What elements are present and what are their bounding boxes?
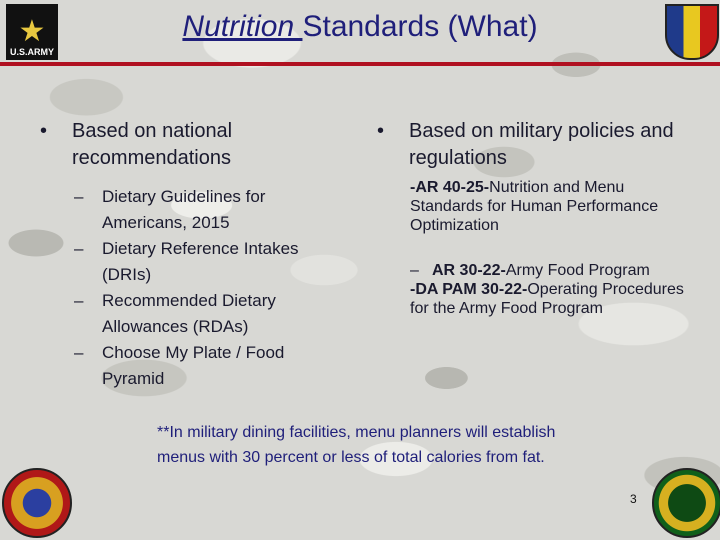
left-sublist	[40, 184, 350, 392]
page-number: 3	[630, 492, 637, 506]
unit-insignia	[665, 4, 719, 60]
page-title	[0, 10, 720, 44]
ar-30-22-item: – AR 30-22-Army Food Program	[410, 262, 650, 279]
list-item: – Recommended Dietary Allowances (RDAs)	[74, 291, 276, 336]
list-item: – Choose My Plate / Food Pyramid	[74, 343, 285, 388]
list-item: – Dietary Reference Intakes (DRIs)	[74, 239, 299, 284]
da-pam-item: -DA PAM 30-22-Operating Procedures for the Army Food Program	[410, 281, 684, 317]
star-icon: ★	[18, 15, 46, 48]
header-divider	[0, 62, 720, 66]
quartermaster-seal-right	[652, 468, 720, 538]
footnote: **In military dining facilities, menu planners will establish menus with 30 percent or less of total calories from fat.	[157, 424, 556, 466]
left-column	[40, 118, 350, 392]
right-column	[377, 118, 697, 318]
title-rest: Standards (What)	[302, 10, 538, 43]
title-link[interactable]: Nutrition	[182, 10, 303, 43]
left-bullet: • Based on national recommendations	[40, 120, 233, 169]
logo-text: U.S.ARMY	[9, 47, 54, 57]
support-seal-left	[2, 468, 72, 538]
ar-40-25-item: -AR 40-25-Nutrition and Menu Standards for Human Performance Optimization	[410, 179, 659, 234]
list-item: – Dietary Guidelines for Americans, 2015	[74, 187, 266, 232]
right-bullet: • Based on military policies and regulations	[377, 120, 674, 169]
